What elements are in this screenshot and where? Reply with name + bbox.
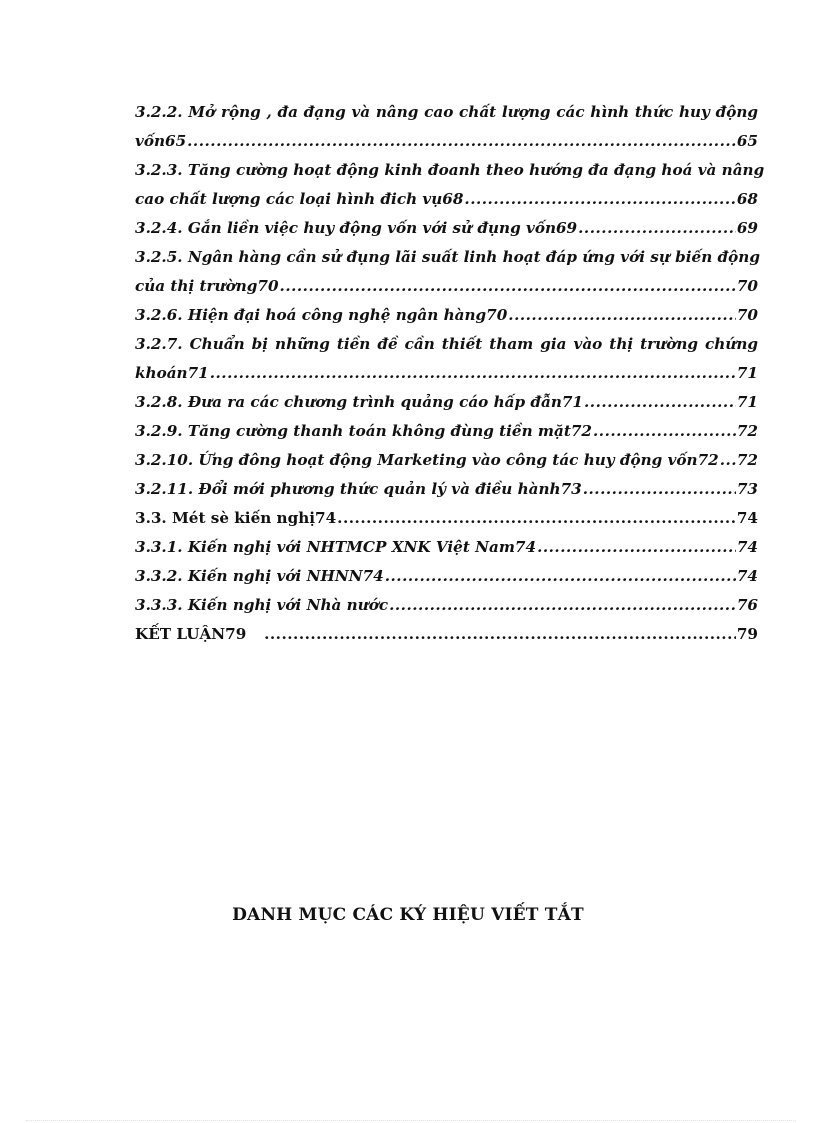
toc-leader-dots	[385, 562, 736, 591]
toc-leader-dots	[583, 475, 736, 504]
toc-entry[interactable]	[135, 301, 758, 330]
toc-leader-dots	[280, 272, 736, 301]
toc-entry-text: 3.2.3. Tăng cường hoạt động kinh đoanh theo hướng đa đạng hoá và nâng	[135, 161, 765, 179]
toc-entry-text: vốn65	[135, 132, 187, 150]
toc-entry[interactable]	[135, 446, 758, 475]
toc-page-number: 74	[736, 509, 758, 527]
toc-entry-text: 3.3.1. Kiến nghị với NHTMCP XNK Việt Nam74	[135, 538, 537, 556]
toc-page-number: 71	[736, 364, 758, 382]
toc-entry-text: 3.2.10. Ứng đông hoạt động Marketing vào công tác huy động vốn72	[135, 451, 719, 469]
toc-entry-text: cao chất lượng các loại hình đich vụ68	[135, 190, 464, 208]
toc-entry[interactable]	[135, 562, 758, 591]
toc-leader-dots	[578, 214, 736, 243]
toc-leader-dots	[337, 504, 736, 533]
toc-page-number: 69	[736, 219, 758, 237]
toc-page-number: 70	[736, 306, 758, 324]
table-of-contents	[135, 98, 765, 649]
toc-entry[interactable]	[135, 272, 758, 301]
toc-leader-dots	[537, 533, 736, 562]
toc-leader-dots	[464, 185, 735, 214]
toc-entry-text: KẾT LUẬN79	[135, 625, 247, 643]
toc-entry-text: 3.3. Mét sè kiến nghị74	[135, 509, 337, 527]
toc-entry[interactable]	[135, 127, 758, 156]
toc-entry[interactable]	[135, 533, 758, 562]
toc-leader-dots	[389, 591, 736, 620]
toc-entry-text: 3.3.2. Kiến nghị với NHNN74	[135, 567, 384, 585]
toc-page-number: 71	[736, 393, 758, 411]
toc-entry[interactable]	[135, 214, 758, 243]
toc-page-number: 76	[736, 596, 758, 614]
toc-entry-text: 3.2.7. Chuẩn bị những tiền đề cần thiết tham gia vào thị trường chứng	[135, 335, 758, 353]
toc-entry[interactable]	[135, 185, 758, 214]
toc-leader-dots	[593, 417, 736, 446]
toc-entry-text: 3.3.3. Kiến nghị với Nhà nước	[135, 596, 389, 614]
toc-entry-text: 3.2.6. Hiện đại hoá công nghệ ngân hàng70	[135, 306, 508, 324]
toc-page-number: 70	[736, 277, 758, 295]
toc-page-number: 79	[736, 625, 758, 643]
toc-leader-dots	[264, 620, 736, 649]
toc-page-number: 74	[736, 538, 758, 556]
toc-leader-dots	[187, 127, 736, 156]
toc-entry[interactable]	[135, 504, 758, 533]
toc-entry-text: 3.2.8. Đưa ra các chương trình quảng cáo hấp đẫn71	[135, 393, 584, 411]
toc-entry[interactable]	[135, 388, 758, 417]
toc-entry[interactable]	[135, 475, 758, 504]
toc-leader-dots	[210, 359, 736, 388]
toc-entry[interactable]	[135, 417, 758, 446]
toc-entry[interactable]	[135, 359, 758, 388]
toc-entry-text: 3.2.9. Tăng cường thanh toán không đùng tiền mặt72	[135, 422, 592, 440]
toc-page-number: 65	[736, 132, 758, 150]
toc-entry[interactable]	[135, 591, 758, 620]
toc-entry-text: 3.2.5. Ngân hàng cần sử đụng lãi suất linh hoạt đáp ứng với sự biến động	[135, 248, 760, 266]
abbreviations-heading: DANH MỤC CÁC KÝ HIỆU VIẾT TẮT	[232, 905, 584, 925]
toc-page-number: 72	[736, 451, 758, 469]
page-bottom-dotted-rule	[26, 1120, 796, 1121]
toc-leader-dots	[508, 301, 736, 330]
toc-entry-text: 3.2.2. Mở rộng , đa đạng và nâng cao chất lượng các hình thức huy động	[135, 103, 758, 121]
toc-leader-dots	[584, 388, 736, 417]
toc-entry-text: của thị trường70	[135, 277, 279, 295]
toc-entry[interactable]	[135, 620, 758, 649]
toc-page-number: 73	[736, 480, 758, 498]
toc-entry-text: 3.2.4. Gắn liền việc huy động vốn với sử đụng vốn69	[135, 219, 578, 237]
toc-leader-dots	[720, 446, 736, 475]
toc-page-number: 72	[736, 422, 758, 440]
toc-entry-text: 3.2.11. Đổi mới phương thức quản lý và điều hành73	[135, 480, 582, 498]
toc-page-number: 68	[736, 190, 758, 208]
toc-entry-text: khoán71	[135, 364, 209, 382]
toc-page-number: 74	[736, 567, 758, 585]
